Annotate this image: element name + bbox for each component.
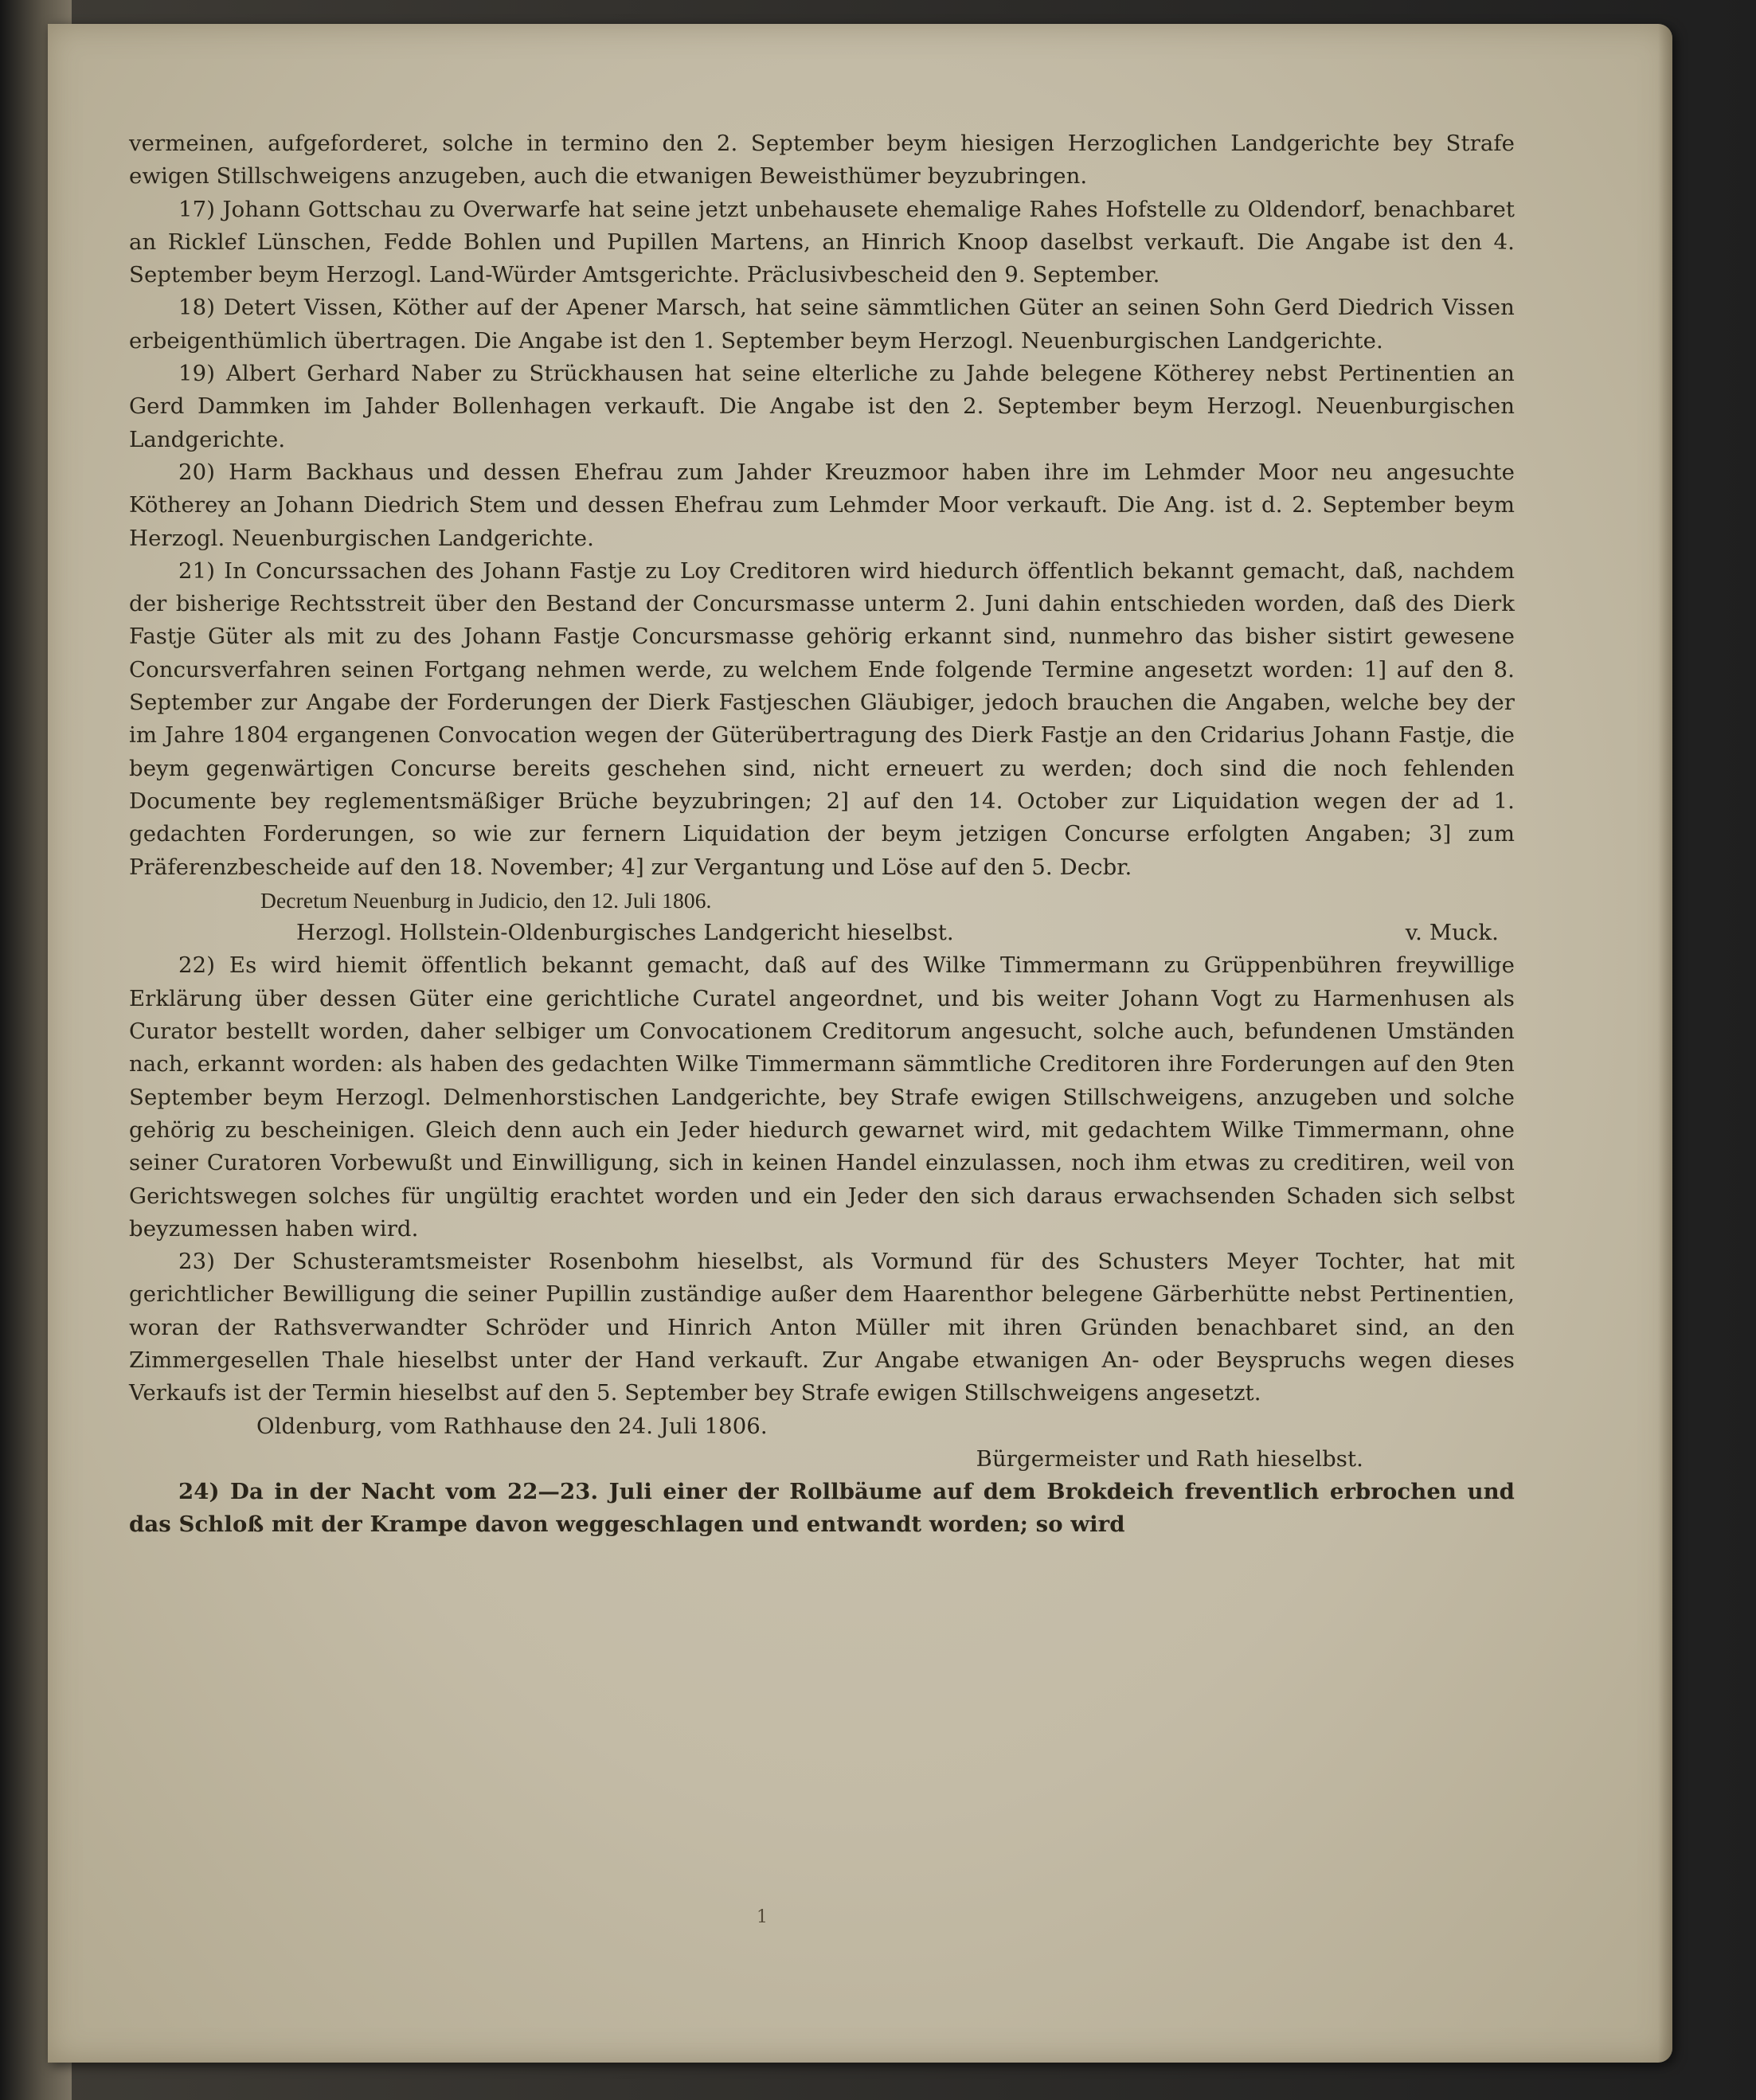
page-edge-shadow — [1658, 24, 1672, 2063]
paragraph-24: 24) Da in der Nacht vom 22—23. Juli einer der Rollbäume auf dem Brokdeich freventlich erbrochen und das Schloß mit der Krampe davon weggeschlagen und entwandt worden; so wird — [129, 1479, 1515, 1538]
paragraph-20: 20) Harm Backhaus und dessen Ehefrau zum Jahder Kreuzmoor haben ihre im Lehmder Moor neu angesuchte Kötherey an Johann Diedrich Stem und dessen Ehefrau zum Lehmder Moor verkauft. Die Ang. ist d. 2. September beym Herzogl. Neuenburgischen Landgerichte. — [129, 459, 1515, 551]
decretum-line: Decretum Neuenburg in Judicio, den 12. Juli 1806. — [260, 887, 712, 913]
page-mark: 1 — [757, 1907, 768, 1927]
council-signature: Bürgermeister und Rath hieselbst. — [976, 1445, 1363, 1472]
document-text-block — [129, 127, 1515, 1542]
paragraph-18: 18) Detert Vissen, Köther auf der Apener Marsch, hat seine sämmtlichen Güter an seinen Sohn Gerd Diedrich Vissen erbeigenthümlich übertragen. Die Angabe ist den 1. September beym Herzogl. Neuenburgischen Landgerichte. — [129, 295, 1515, 354]
paragraph-19: 19) Albert Gerhard Naber zu Strückhausen hat seine elterliche zu Jahde belegene Kötherey nebst Pertinentien an Gerd Dammken im Jahder Bollenhagen verkauft. Die Angabe ist den 2. September beym Herzogl. Neuenburgischen Landgerichte. — [129, 361, 1515, 452]
signature-row-21 — [129, 917, 1515, 949]
paragraph-21: 21) In Concurssachen des Johann Fastje zu Loy Creditoren wird hiedurch öffentlich bekannt gemacht, daß, nachdem der bisherige Rechtsstreit über den Bestand der Concursmasse unterm 2. Juni dahin entschieden worden, daß des Dierk Fastje Güter als mit zu des Johann Fastje Concursmasse gehörig erkannt sind, nunmehro das bisher sistirt gewesene Concursverfahren seinen Fortgang nehmen werde, zu welchem Ende folgende Termine angesetzt worden: 1] auf den 8. September zur Angabe der Forderungen der Dierk Fastjeschen Gläubiger, jedoch brauchen die Angaben, welche bey der im Jahre 1804 ergangenen Convocation wegen der Güterübertragung des Dierk Fastje an den Cridarius Johann Fastje, die beym gegenwärtigen Concurse bereits geschehen sind, nicht erneuert zu werden; doch sind die noch fehlenden Documente bey reglementsmäßiger Brüche beyzubringen; 2] auf den 14. October zur Liquidation wegen der ad 1. gedachten Forderungen, so wie zur fernern Liquidation der beym jetzigen Concurse erfolgten Angaben; 3] zum Präferenzbescheide auf den 18. November; 4] zur Vergantung und Löse auf den 5. Decbr. — [129, 557, 1515, 880]
paragraph-continuation: vermeinen, aufgeforderet, solche in termino den 2. September beym hiesigen Herzoglichen Landgerichte bey Strafe ewigen Stillschweigens anzugeben, auch die etwanigen Beweisthümer beyzubringen. — [129, 131, 1515, 190]
judge-signature: v. Muck. — [1405, 920, 1499, 946]
paragraph-17: 17) Johann Gottschau zu Overwarfe hat seine jetzt unbehausete ehemalige Rahes Hofstelle zu Oldendorf, benachbaret an Ricklef Lünschen, Fedde Bohlen und Pupillen Martens, an Hinrich Knoop daselbst verkauft. Die Angabe ist den 4. September beym Herzogl. Land-Würder Amtsgerichte. Präclusivbescheid den 9. September. — [129, 196, 1515, 288]
paragraph-22: 22) Es wird hiemit öffentlich bekannt gemacht, daß auf des Wilke Timmermann zu Grüppenbühren freywillige Erklärung über dessen Güter eine gerichtliche Curatel angeordnet, und bis weiter Johann Vogt zu Harmenhusen als Curator bestellt worden, daher selbiger um Convocationem Creditorum angesucht, solche auch, befundenen Umständen nach, erkannt worden: als haben des gedachten Wilke Timmermann sämmtliche Creditoren ihre Forderungen auf den 9ten September beym Herzogl. Delmenhorstischen Landgerichte, bey Strafe ewigen Stillschweigens, anzugeben und solche gehörig zu bescheinigen. Gleich denn auch ein Jeder hiedurch gewarnet wird, mit gedachtem Wilke Timmermann, ohne seiner Curatoren Vorbewußt und Einwilligung, sich in keinen Handel einzulassen, noch ihm etwas zu creditiren, weil von Gerichtswegen solches für ungültig erachtet worden und ein Jeder den sich daraus erwachsenden Schaden sich selbst beyzumessen haben wird. — [129, 952, 1515, 1242]
court-signature: Herzogl. Hollstein-Oldenburgisches Landgericht hieselbst. — [296, 920, 954, 946]
paragraph-23: 23) Der Schusteramtsmeister Rosenbohm hieselbst, als Vormund für des Schusters Meyer Tochter, hat mit gerichtlicher Bewilligung die seiner Pupillin zuständige außer dem Haarenthor belegene Gärberhütte nebst Pertinentien, woran der Rathsverwandter Schröder und Hinrich Anton Müller mit ihren Gründen benachbaret sind, an den Zimmergesellen Thale hieselbst unter der Hand verkauft. Zur Angabe etwanigen An- oder Beyspruchs wegen dieses Verkaufs ist der Termin hieselbst auf den 5. September bey Strafe ewigen Stillschweigens angesetzt. — [129, 1249, 1515, 1406]
date-line-23: Oldenburg, vom Rathhause den 24. Juli 1806. — [256, 1413, 768, 1439]
